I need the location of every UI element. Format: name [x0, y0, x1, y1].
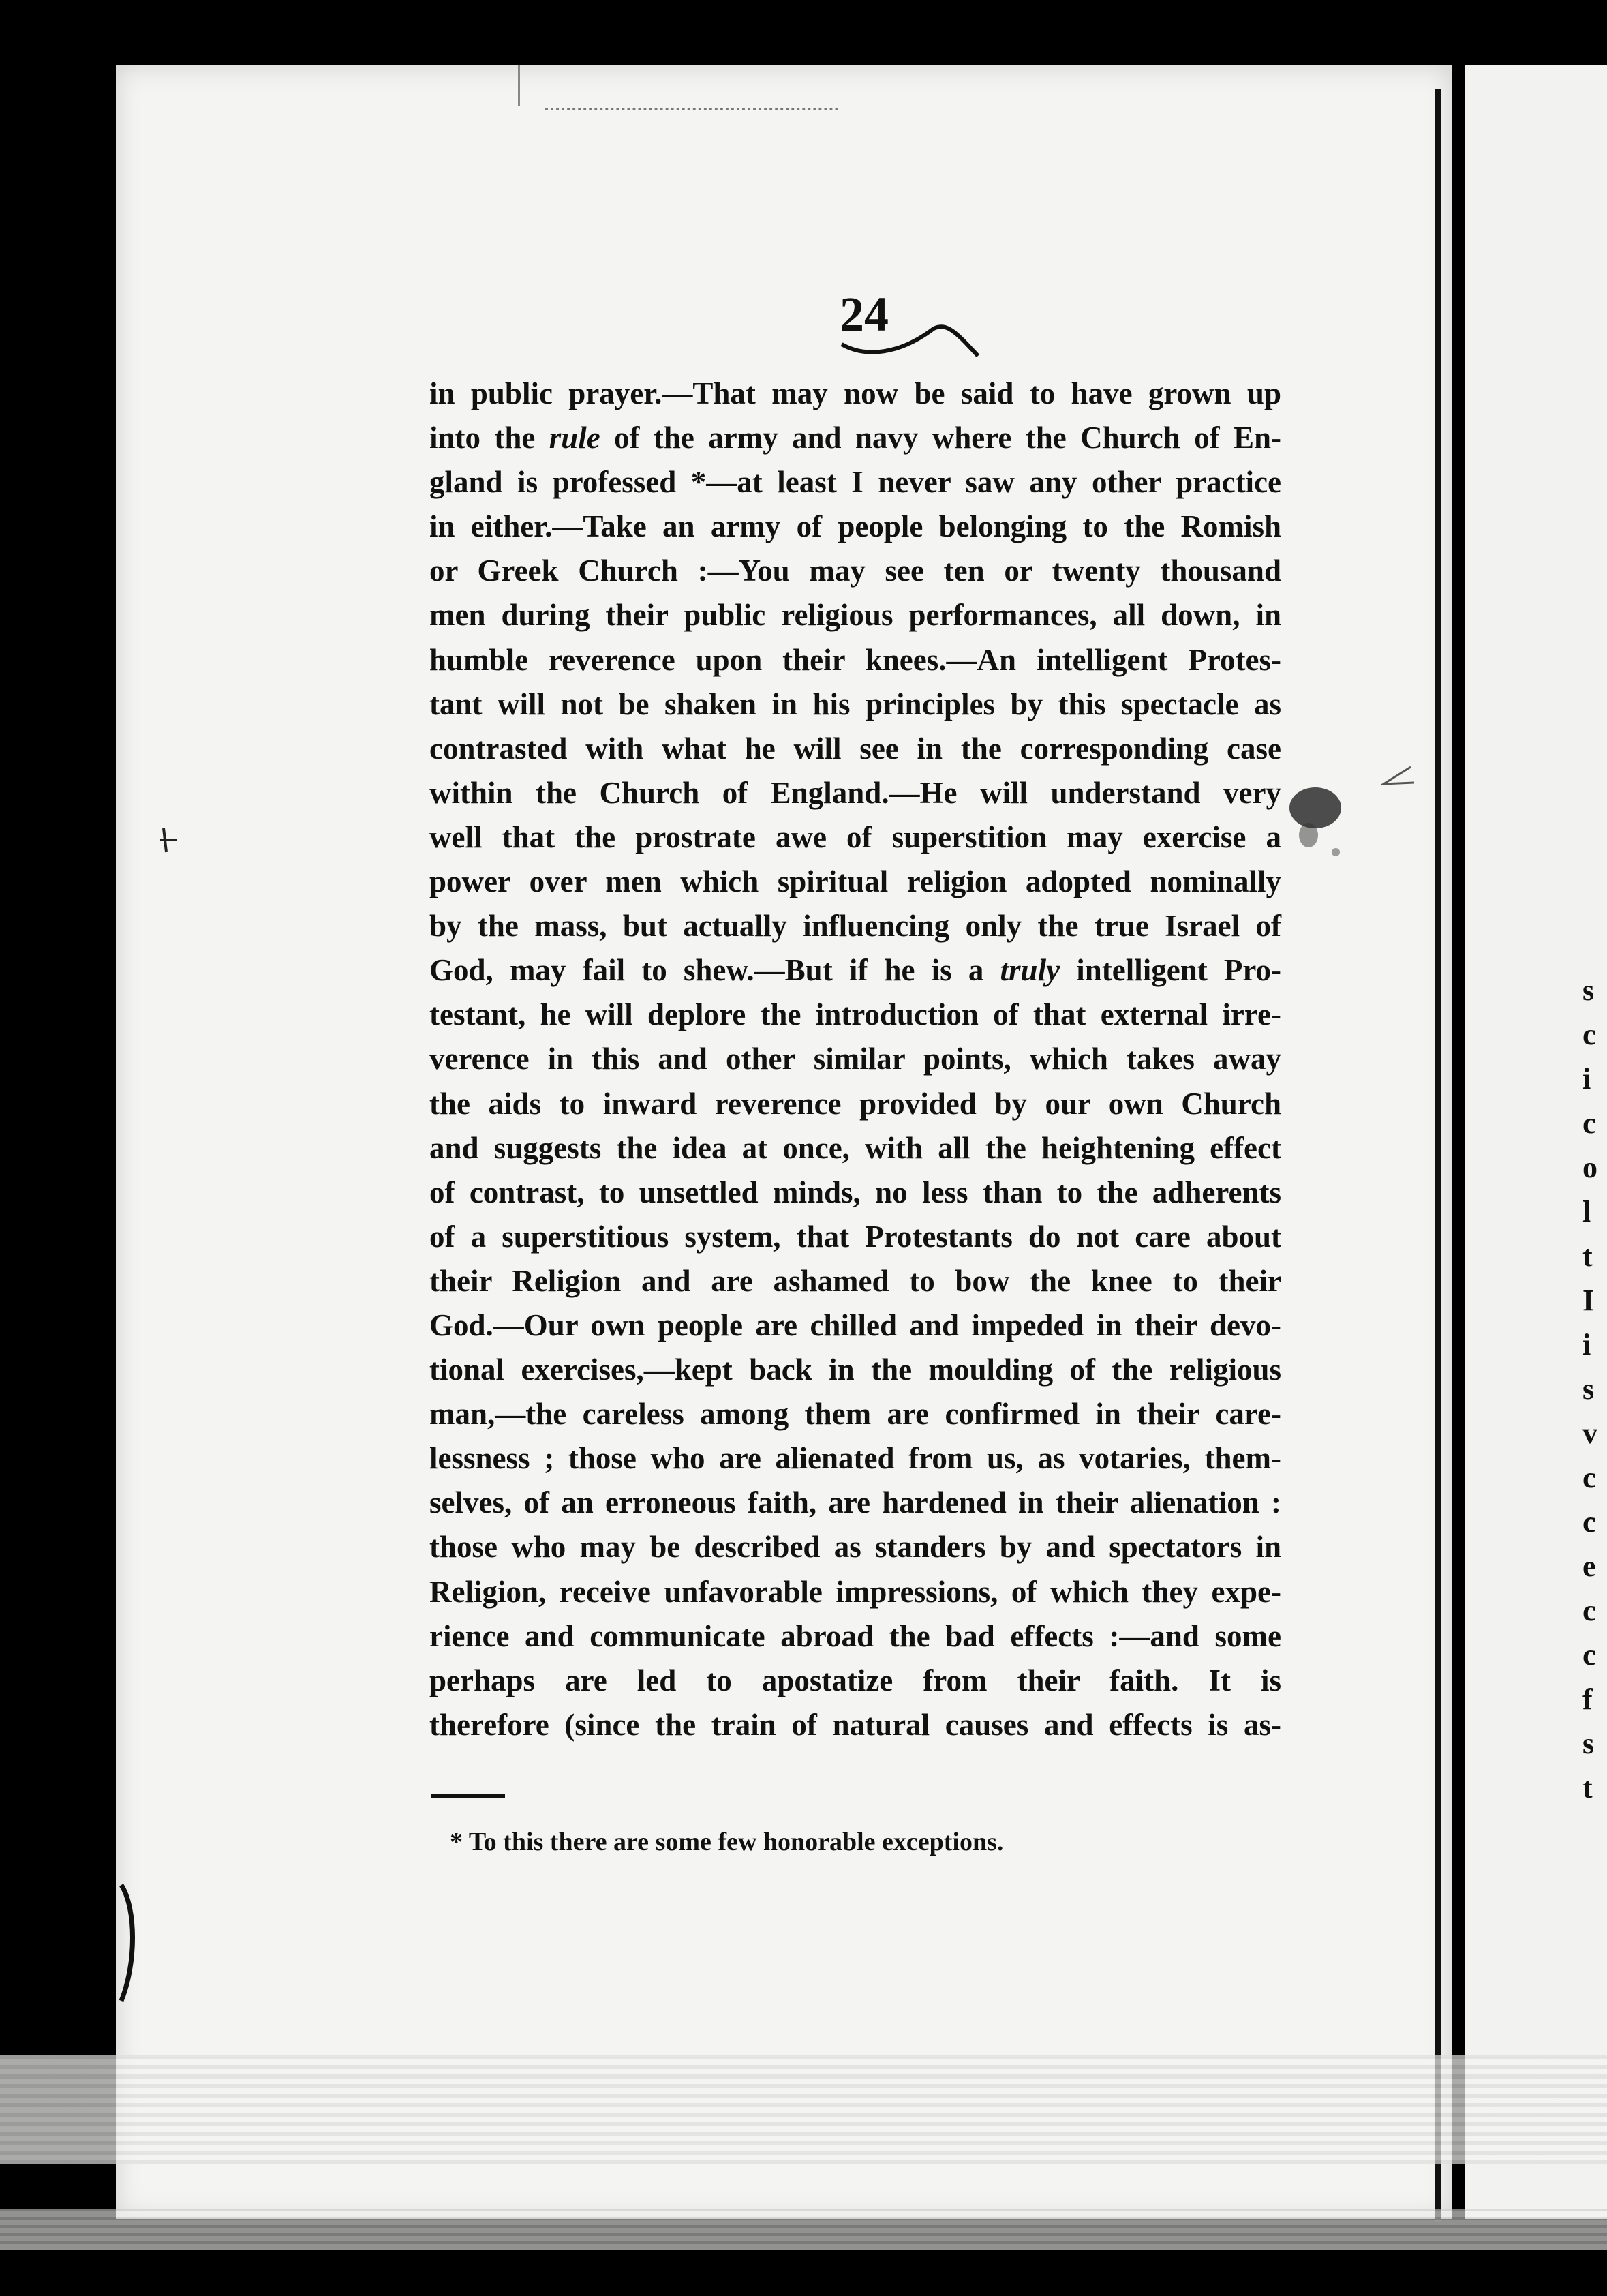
text-line: man,—the careless among them are confirmed in their care- — [429, 1397, 1281, 1432]
scan-banding — [0, 2055, 1607, 2164]
text-line: gland is professed *—at least I never saw any other practice — [429, 465, 1281, 500]
text-line: tional exercises,—kept back in the moulding of the religious — [429, 1353, 1281, 1387]
text-line: contrasted with what he will see in the corresponding case — [429, 731, 1281, 766]
text-line: in public prayer.—That may now be said to have grown up — [429, 376, 1281, 410]
text-line: and suggests the idea at once, with all the heightening effect — [429, 1130, 1281, 1165]
page-number-flourish — [838, 320, 988, 361]
text-line: well that the prostrate awe of superstition may exercise a — [429, 819, 1281, 854]
margin-mark — [157, 825, 184, 859]
text-line: verence in this and other similar points, which takes away — [429, 1042, 1281, 1076]
text-line: God.—Our own people are chilled and impeded in their devo- — [429, 1308, 1281, 1342]
footnote-rule — [431, 1794, 505, 1798]
text-line: Religion, receive unfavorable impressions, of which they expe- — [429, 1574, 1281, 1609]
text-line: within the Church of England.—He will understand very — [429, 775, 1281, 810]
footnote: * To this there are some few honorable exceptions. — [450, 1828, 1004, 1856]
text-line: those who may be described as standers by and spectators in — [429, 1530, 1281, 1565]
page-number: 24 — [840, 287, 889, 342]
scan-mark — [518, 65, 520, 106]
text-line: of contrast, to unsettled minds, no less than to the adherents — [429, 1175, 1281, 1209]
text-line: power over men which spiritual religion adopted nominally — [429, 864, 1281, 899]
margin-mark — [1377, 764, 1418, 791]
text-line: lessness ; those who are alienated from us, as votaries, them- — [429, 1441, 1281, 1476]
text-line: or Greek Church :—You may see ten or twenty thousand — [429, 554, 1281, 588]
body-text — [429, 372, 1281, 1747]
text-line: their Religion and are ashamed to bow the knee to their — [429, 1263, 1281, 1298]
text-line: God, may fail to shew.—But if he is a truly intelligent Pro- — [429, 953, 1282, 988]
text-line: the aids to inward reverence provided by our own Church — [429, 1086, 1281, 1121]
scan-banding-lower — [0, 2209, 1607, 2250]
text-line: rience and communicate abroad the bad effects :—and some — [429, 1618, 1281, 1653]
text-line: men during their public religious performances, all down, in — [429, 598, 1281, 633]
text-line: by the mass, but actually influencing only the true Israel of — [429, 909, 1281, 943]
bracket-mark — [116, 1882, 143, 2004]
text-line: of a superstitious system, that Protestants do not care about — [429, 1219, 1281, 1254]
text-line: into the rule of the army and navy where the Church of En- — [429, 421, 1281, 455]
text-line: perhaps are led to apostatize from their faith. It is — [429, 1663, 1281, 1697]
adjacent-page-edge-letters: s c i c o l t I i s v c c e c c f s t — [1582, 973, 1597, 1804]
text-line: therefore (since the train of natural causes and effects is as- — [429, 1707, 1281, 1742]
ink-blot — [1274, 770, 1356, 866]
text-line: selves, of an erroneous faith, are hardened in their alienation : — [429, 1485, 1281, 1520]
page-gutter-divider — [1435, 89, 1441, 2222]
dotted-rule — [545, 108, 838, 110]
text-line: tant will not be shaken in his principles by this spectacle as — [429, 686, 1281, 721]
text-line: testant, he will deplore the introduction of that external irre- — [429, 997, 1281, 1032]
text-line: in either.—Take an army of people belonging to the Romish — [429, 509, 1281, 544]
text-line: humble reverence upon their knees.—An intelligent Protes- — [429, 642, 1281, 677]
